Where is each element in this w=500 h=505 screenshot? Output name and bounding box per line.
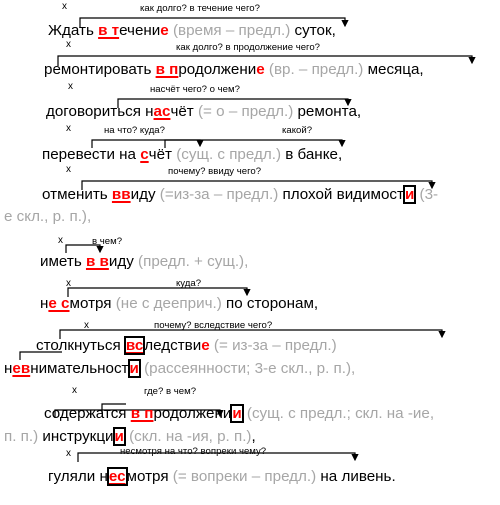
question-label: как долго? в продолжение чего? [176,42,320,53]
question-label: почему? вследствие чего? [154,320,273,331]
sentence-line-2: ремонтировать в продолжение (вр. – предл.) месяца, [44,61,424,78]
sentence-line-10: содержатся в продолжении (сущ. с предл.; скл. на -ие, [44,405,435,422]
question-label: где? в чем? [144,386,197,397]
x-mark: x [66,39,71,50]
question-label: в чем? [92,236,123,247]
sentence-line-7: не смотря (не с дееприч.) по сторонам, [40,295,319,312]
x-mark: x [72,385,77,396]
x-mark: x [66,123,71,134]
x-mark: x [58,235,63,246]
sentence-line-3: договориться насчёт (= о – предл.) ремонта, [46,103,362,120]
sentence-line-8: столкнуться вследствие (= из-за – предл.) [36,337,337,354]
x-mark: x [68,81,73,92]
question-label: на что? куда? [104,125,165,136]
question-label: насчёт чего? о чем? [150,84,240,95]
sentence-line-5: отменить ввиду (=из-за – предл.) плохой видимости (3- [42,186,439,203]
x-mark: x [66,448,71,459]
sentence-line-9: невнимательности (рассеянности; 3-е скл., р. п.), [4,360,356,377]
question-label: какой? [282,125,313,136]
x-mark: x [84,320,89,331]
sentence-line-11: п. п.) инструкции (скл. на -ия, р. п.), [4,428,256,445]
question-label: куда? [176,278,202,289]
question-label: почему? ввиду чего? [168,166,262,177]
x-mark: x [66,278,71,289]
x-mark: x [62,1,67,12]
question-label: несмотря на что? вопреки чему? [120,446,267,457]
sentence-line-1: Ждать в течение (время – предл.) суток, [48,22,336,39]
x-mark: x [66,164,71,175]
sentence-line-4: перевести на счёт (сущ. с предл.) в банке, [42,146,343,163]
sentence-line-12: гуляли несмотря (= вопреки – предл.) на ливень. [48,468,396,485]
sentence-line-6: иметь в виду (предл. + сущ.), [40,253,249,270]
sentence-line-5-cont: е скл., р. п.), [4,208,92,225]
question-label: как долго? в течение чего? [140,3,260,14]
